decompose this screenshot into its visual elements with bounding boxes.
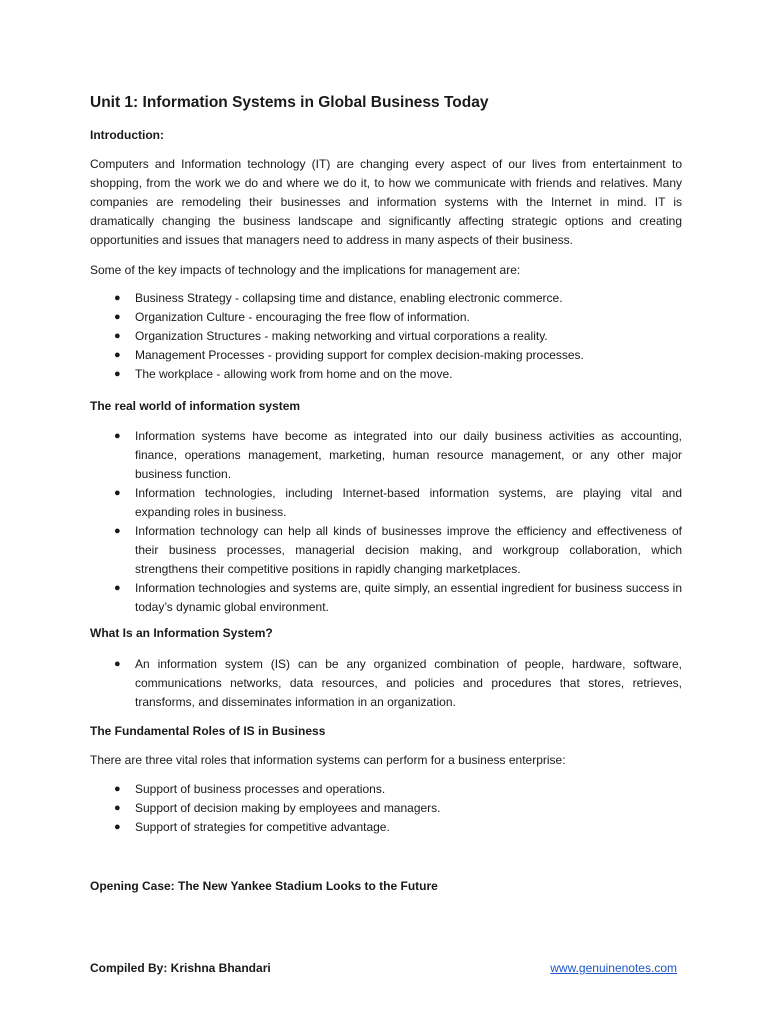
bullet-icon: ● [114,802,121,814]
list-item: ● Information technologies and systems are, quite simply, an essential ingredient for business success in today’s dynamic global environment. [114,581,682,614]
bullet-icon: ● [114,487,121,499]
list-item: ● Support of decision making by employees and managers. [90,799,682,818]
list-item: ● Organization Culture - encouraging the free flow of information. [90,308,682,327]
case-heading: Opening Case: The New Yankee Stadium Looks to the Future [90,879,438,893]
real-world-heading: The real world of information system [90,399,301,413]
bullet-icon: ● [114,783,121,795]
roles-heading: The Fundamental Roles of IS in Business [90,724,326,738]
bullet-icon: ● [114,349,121,361]
page-title: Unit 1: Information Systems in Global Business Today [90,94,489,111]
footer-website-link[interactable]: www.genuinenotes.com [550,961,677,975]
bullet-icon: ● [114,821,121,833]
list-item: ● Information systems have become as integrated into our daily business activities as accounting, finance, operations management, marketing, human resource management, or any other major business function. [114,429,682,481]
impacts-list [90,289,682,384]
list-item: ● Support of business processes and operations. [90,780,682,799]
list-item: ● Information technology can help all kinds of businesses improve the efficiency and effectiveness of their business processes, managerial decision making, and workgroup collaboration, which strengthens their competitive positions in rapidly changing marketplaces. [114,524,682,576]
real-world-list [90,427,682,617]
bullet-icon: ● [114,430,121,442]
list-item: ● Business Strategy - collapsing time and distance, enabling electronic commerce. [90,289,682,308]
list-item: ● The workplace - allowing work from home and on the move. [90,365,682,384]
list-item: ● Organization Structures - making networking and virtual corporations a reality. [90,327,682,346]
intro-paragraph: Computers and Information technology (IT) are changing every aspect of our lives from entertainment to shopping, from the work we do and where we do it, to how we communicate with friends and relatives. Many companies are remodeling their businesses and information systems with the Internet in mind. IT is dramatically changing the business landscape and significantly affecting strategic options and creating opportunities and issues that managers need to address in many aspects of their business. [90,157,682,247]
list-item: ● Information technologies, including Internet-based information systems, are playing vital and expanding roles in business. [114,486,682,519]
list-item: ● Management Processes - providing support for complex decision-making processes. [90,346,682,365]
footer-compiled-by: Compiled By: Krishna Bhandari [90,961,271,975]
bullet-icon: ● [114,582,121,594]
list-item: ● Support of strategies for competitive advantage. [90,818,682,837]
bullet-icon: ● [114,658,121,670]
roles-intro: There are three vital roles that information systems can perform for a business enterprise: [90,753,566,767]
what-is-list [90,655,682,712]
bullet-icon: ● [114,525,121,537]
intro-heading: Introduction: [90,128,164,142]
bullet-icon: ● [114,311,121,323]
roles-list [90,780,682,837]
bullet-icon: ● [114,330,121,342]
list-item: ● An information system (IS) can be any organized combination of people, hardware, software, communications networks, data resources, and policies and procedures that stores, retrieves, transforms, and disseminates information in an organization. [114,657,682,709]
impacts-intro: Some of the key impacts of technology and the implications for management are: [90,263,521,277]
bullet-icon: ● [114,368,121,380]
what-is-heading: What Is an Information System? [90,626,273,640]
bullet-icon: ● [114,292,121,304]
document-page [90,0,682,1024]
